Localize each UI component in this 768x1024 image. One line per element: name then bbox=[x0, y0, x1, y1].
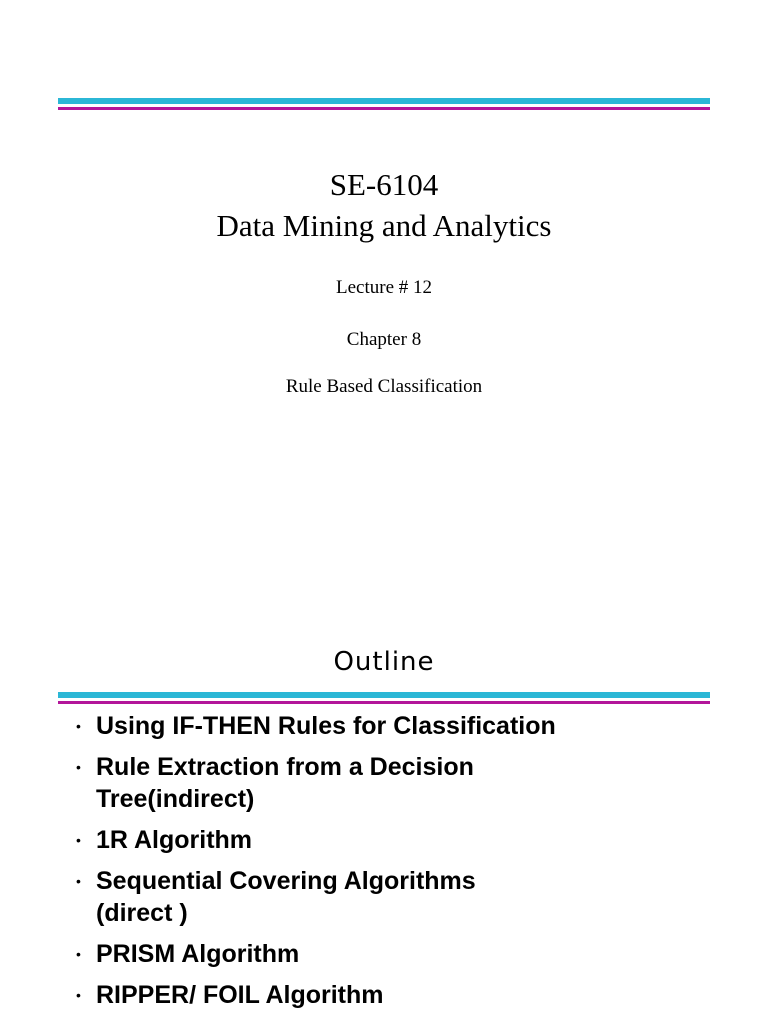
chapter-label: Chapter 8 bbox=[346, 329, 422, 350]
list-item bbox=[70, 751, 526, 815]
bullet-icon: • bbox=[76, 987, 81, 1003]
bullet-icon: • bbox=[76, 873, 81, 889]
bullet-icon: • bbox=[76, 946, 81, 962]
outline-list bbox=[70, 710, 750, 1020]
list-item-text: 1R Algorithm bbox=[96, 826, 253, 854]
bullet-icon: • bbox=[76, 759, 81, 775]
list-item bbox=[70, 824, 750, 856]
bullet-icon: • bbox=[76, 718, 81, 734]
bullet-icon: • bbox=[76, 832, 81, 848]
outline-rule bbox=[58, 692, 710, 704]
course-name: Data Mining and Analytics bbox=[216, 208, 552, 243]
course-code: SE-6104 bbox=[329, 167, 439, 202]
list-item-text: PRISM Algorithm bbox=[96, 940, 300, 968]
list-item-text: Using IF-THEN Rules for Classification bbox=[96, 712, 556, 740]
list-item-text: Rule Extraction from a Decision Tree(indirect) bbox=[96, 753, 474, 813]
outline-title: Outline bbox=[333, 647, 435, 677]
list-item bbox=[70, 710, 750, 742]
list-item-text: Sequential Covering Algorithms (direct ) bbox=[96, 867, 476, 927]
lecture-number: Lecture # 12 bbox=[335, 277, 432, 298]
list-item bbox=[70, 938, 750, 970]
topic-label: Rule Based Classification bbox=[285, 376, 483, 397]
outline-slide bbox=[0, 610, 768, 1024]
header-rule bbox=[58, 98, 710, 110]
list-item-text: RIPPER/ FOIL Algorithm bbox=[96, 981, 384, 1009]
list-item bbox=[70, 979, 750, 1011]
list-item bbox=[70, 865, 536, 929]
